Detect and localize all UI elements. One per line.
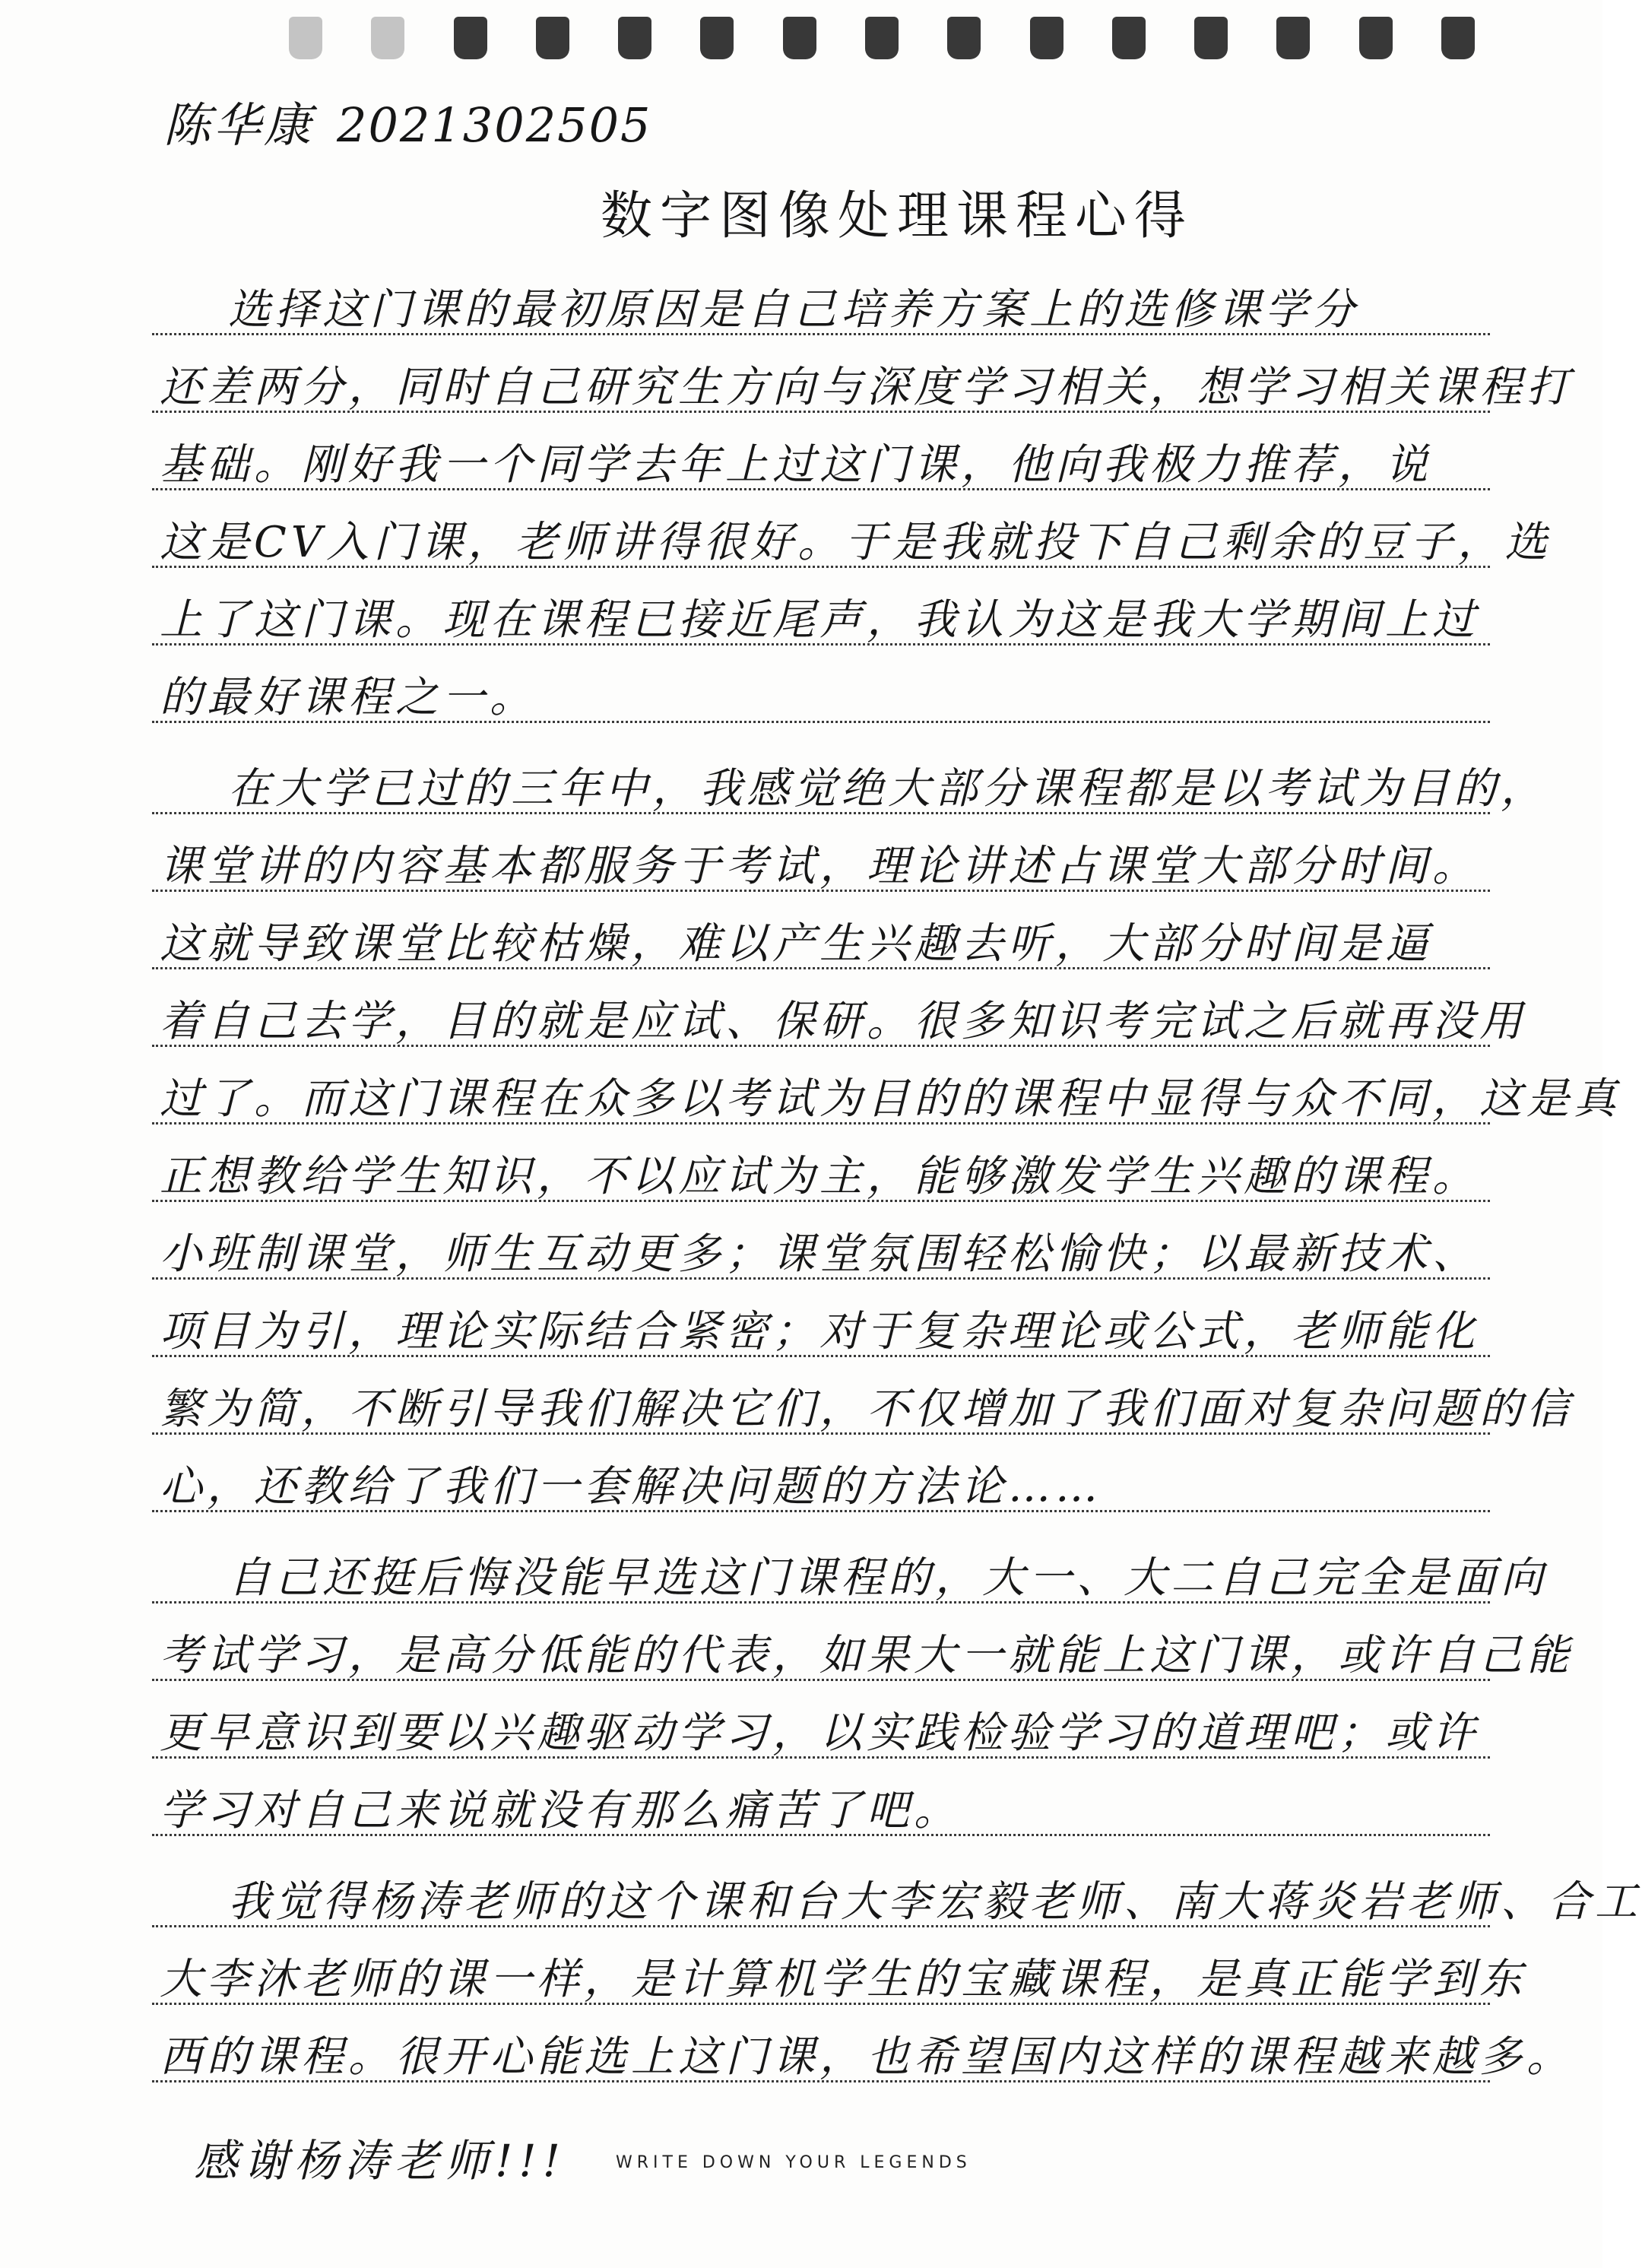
binding-hole (454, 17, 487, 59)
text-line: 基础。刚好我一个同学去年上过这门课，他向我极力推荐，说 (160, 440, 1432, 490)
text-line: 上了这门课。现在课程已接近尾声，我认为这是我大学期间上过 (160, 595, 1479, 645)
author-header (163, 87, 651, 155)
text-line: 西的课程。很开心能选上这门课，也希望国内这样的课程越来越多。 (160, 2032, 1574, 2082)
author-name: 陈华康 (163, 97, 315, 153)
binding-hole (536, 17, 569, 59)
text-line: 在大学已过的三年中，我感觉绝大部分课程都是以考试为目的， (228, 764, 1548, 814)
text-line: 还差两分，同时自己研究生方向与深度学习相关，想学习相关课程打 (160, 363, 1574, 412)
spiral-binding (289, 17, 1475, 70)
text-line: 这就导致课堂比较枯燥，难以产生兴趣去听，大部分时间是逼 (160, 919, 1432, 969)
text-line: 这是CV入门课，老师讲得很好。于是我就投下自己剩余的豆子，选 (160, 518, 1552, 567)
text-line: 我觉得杨涛老师的这个课和台大李宏毅老师、南大蒋炎岩老师、合工 (228, 1877, 1642, 1927)
binding-hole (289, 17, 322, 59)
text-line: 繁为简，不断引导我们解决它们，不仅增加了我们面对复杂问题的信 (160, 1385, 1574, 1434)
text-line: 选择这门课的最初原因是自己培养方案上的选修课学分 (228, 285, 1359, 335)
binding-hole (371, 17, 404, 59)
closing-thanks: 感谢杨涛老师!!! (194, 2135, 566, 2187)
binding-hole (1112, 17, 1146, 59)
text-line: 项目为引，理论实际结合紧密；对于复杂理论或公式，老师能化 (160, 1307, 1479, 1356)
text-line: 过了。而这门课程在众多以考试为目的的课程中显得与众不同，这是真 (160, 1074, 1621, 1124)
binding-hole (618, 17, 651, 59)
binding-hole (1276, 17, 1310, 59)
essay-title: 数字图像处理课程心得 (601, 186, 1194, 246)
text-line: 更早意识到要以兴趣驱动学习，以实践检验学习的道理吧；或许 (160, 1708, 1479, 1758)
binding-hole (947, 17, 981, 59)
text-line: 心，还教给了我们一套解决问题的方法论…… (160, 1462, 1102, 1511)
binding-hole (700, 17, 734, 59)
text-line: 课堂讲的内容基本都服务于考试，理论讲述占课堂大部分时间。 (160, 842, 1479, 891)
binding-hole (1359, 17, 1393, 59)
notebook-brand-footer: WRITE DOWN YOUR LEGENDS (616, 2153, 972, 2172)
text-line: 学习对自己来说就没有那么痛苦了吧。 (160, 1786, 961, 1835)
text-line: 的最好课程之一。 (160, 673, 537, 722)
binding-hole (1441, 17, 1475, 59)
text-line: 着自己去学，目的就是应试、保研。很多知识考完试之后就再没用 (160, 997, 1526, 1046)
binding-hole (1194, 17, 1228, 59)
text-line: 大李沐老师的课一样，是计算机学生的宝藏课程，是真正能学到东 (160, 1955, 1526, 2004)
text-line: 考试学习，是高分低能的代表，如果大一就能上这门课，或许自己能 (160, 1631, 1574, 1680)
binding-hole (783, 17, 816, 59)
text-line: 正想教给学生知识，不以应试为主，能够激发学生兴趣的课程。 (160, 1152, 1479, 1201)
student-id: 2021302505 (337, 97, 652, 153)
text-line: 自己还挺后悔没能早选这门课程的，大一、大二自己完全是面向 (228, 1553, 1548, 1603)
binding-hole (1030, 17, 1063, 59)
text-line: 小班制课堂，师生互动更多；课堂氛围轻松愉快；以最新技术、 (160, 1229, 1479, 1279)
binding-hole (865, 17, 899, 59)
